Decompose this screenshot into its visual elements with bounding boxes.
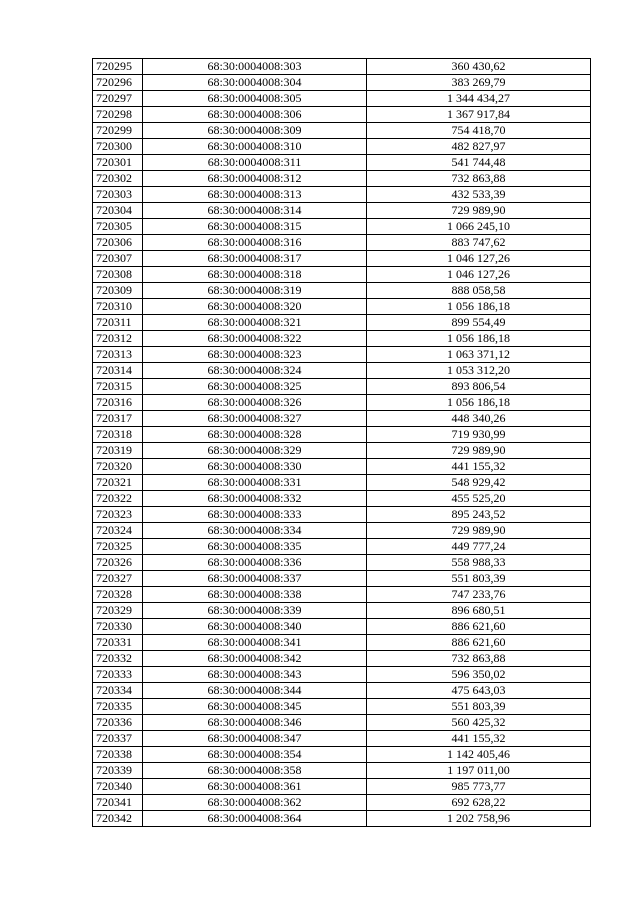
cadastral-value-cell: 888 058,58 bbox=[367, 283, 591, 299]
cadastral-number-cell: 68:30:0004008:343 bbox=[143, 667, 367, 683]
row-number-cell: 720329 bbox=[93, 603, 143, 619]
cadastral-number-cell: 68:30:0004008:362 bbox=[143, 795, 367, 811]
row-number-cell: 720314 bbox=[93, 363, 143, 379]
row-number-cell: 720311 bbox=[93, 315, 143, 331]
cadastral-value-cell: 1 367 917,84 bbox=[367, 107, 591, 123]
cadastral-value-cell: 1 046 127,26 bbox=[367, 251, 591, 267]
cadastral-number-cell: 68:30:0004008:317 bbox=[143, 251, 367, 267]
cadastral-number-cell: 68:30:0004008:339 bbox=[143, 603, 367, 619]
cadastral-value-cell: 1 063 371,12 bbox=[367, 347, 591, 363]
table-row bbox=[93, 347, 591, 363]
cadastral-number-cell: 68:30:0004008:323 bbox=[143, 347, 367, 363]
table-row bbox=[93, 763, 591, 779]
cadastral-number-cell: 68:30:0004008:337 bbox=[143, 571, 367, 587]
row-number-cell: 720297 bbox=[93, 91, 143, 107]
table-row bbox=[93, 91, 591, 107]
cadastral-value-cell: 441 155,32 bbox=[367, 731, 591, 747]
table-body bbox=[93, 59, 591, 827]
cadastral-value-cell: 548 929,42 bbox=[367, 475, 591, 491]
table-row bbox=[93, 603, 591, 619]
cadastral-value-table bbox=[92, 58, 591, 827]
cadastral-number-cell: 68:30:0004008:344 bbox=[143, 683, 367, 699]
cadastral-number-cell: 68:30:0004008:331 bbox=[143, 475, 367, 491]
cadastral-value-cell: 449 777,24 bbox=[367, 539, 591, 555]
row-number-cell: 720321 bbox=[93, 475, 143, 491]
cadastral-number-cell: 68:30:0004008:319 bbox=[143, 283, 367, 299]
cadastral-value-cell: 560 425,32 bbox=[367, 715, 591, 731]
row-number-cell: 720295 bbox=[93, 59, 143, 75]
table-row bbox=[93, 427, 591, 443]
row-number-cell: 720328 bbox=[93, 587, 143, 603]
table-row bbox=[93, 747, 591, 763]
row-number-cell: 720315 bbox=[93, 379, 143, 395]
cadastral-number-cell: 68:30:0004008:330 bbox=[143, 459, 367, 475]
cadastral-value-cell: 551 803,39 bbox=[367, 571, 591, 587]
table-row bbox=[93, 395, 591, 411]
table-row bbox=[93, 555, 591, 571]
table-row bbox=[93, 635, 591, 651]
row-number-cell: 720319 bbox=[93, 443, 143, 459]
cadastral-number-cell: 68:30:0004008:306 bbox=[143, 107, 367, 123]
cadastral-number-cell: 68:30:0004008:333 bbox=[143, 507, 367, 523]
cadastral-number-cell: 68:30:0004008:304 bbox=[143, 75, 367, 91]
cadastral-value-cell: 729 989,90 bbox=[367, 203, 591, 219]
row-number-cell: 720312 bbox=[93, 331, 143, 347]
cadastral-value-cell: 448 340,26 bbox=[367, 411, 591, 427]
row-number-cell: 720333 bbox=[93, 667, 143, 683]
row-number-cell: 720340 bbox=[93, 779, 143, 795]
table-row bbox=[93, 459, 591, 475]
row-number-cell: 720341 bbox=[93, 795, 143, 811]
table-row bbox=[93, 251, 591, 267]
cadastral-value-cell: 747 233,76 bbox=[367, 587, 591, 603]
table-row bbox=[93, 443, 591, 459]
row-number-cell: 720299 bbox=[93, 123, 143, 139]
cadastral-number-cell: 68:30:0004008:303 bbox=[143, 59, 367, 75]
cadastral-value-cell: 1 056 186,18 bbox=[367, 395, 591, 411]
row-number-cell: 720309 bbox=[93, 283, 143, 299]
cadastral-value-cell: 596 350,02 bbox=[367, 667, 591, 683]
row-number-cell: 720301 bbox=[93, 155, 143, 171]
cadastral-value-cell: 1 142 405,46 bbox=[367, 747, 591, 763]
cadastral-number-cell: 68:30:0004008:325 bbox=[143, 379, 367, 395]
cadastral-number-cell: 68:30:0004008:336 bbox=[143, 555, 367, 571]
row-number-cell: 720317 bbox=[93, 411, 143, 427]
row-number-cell: 720322 bbox=[93, 491, 143, 507]
cadastral-value-cell: 985 773,77 bbox=[367, 779, 591, 795]
table-row bbox=[93, 475, 591, 491]
cadastral-number-cell: 68:30:0004008:310 bbox=[143, 139, 367, 155]
cadastral-value-cell: 896 680,51 bbox=[367, 603, 591, 619]
cadastral-number-cell: 68:30:0004008:328 bbox=[143, 427, 367, 443]
cadastral-number-cell: 68:30:0004008:358 bbox=[143, 763, 367, 779]
table-row bbox=[93, 283, 591, 299]
cadastral-number-cell: 68:30:0004008:321 bbox=[143, 315, 367, 331]
cadastral-value-cell: 558 988,33 bbox=[367, 555, 591, 571]
cadastral-value-cell: 1 053 312,20 bbox=[367, 363, 591, 379]
row-number-cell: 720318 bbox=[93, 427, 143, 443]
row-number-cell: 720316 bbox=[93, 395, 143, 411]
cadastral-value-cell: 1 202 758,96 bbox=[367, 811, 591, 827]
cadastral-number-cell: 68:30:0004008:335 bbox=[143, 539, 367, 555]
table-row bbox=[93, 235, 591, 251]
row-number-cell: 720330 bbox=[93, 619, 143, 635]
row-number-cell: 720313 bbox=[93, 347, 143, 363]
row-number-cell: 720298 bbox=[93, 107, 143, 123]
row-number-cell: 720335 bbox=[93, 699, 143, 715]
cadastral-number-cell: 68:30:0004008:314 bbox=[143, 203, 367, 219]
cadastral-value-cell: 732 863,88 bbox=[367, 651, 591, 667]
cadastral-number-cell: 68:30:0004008:320 bbox=[143, 299, 367, 315]
cadastral-number-cell: 68:30:0004008:345 bbox=[143, 699, 367, 715]
row-number-cell: 720336 bbox=[93, 715, 143, 731]
table-row bbox=[93, 507, 591, 523]
cadastral-number-cell: 68:30:0004008:309 bbox=[143, 123, 367, 139]
table-row bbox=[93, 331, 591, 347]
cadastral-number-cell: 68:30:0004008:342 bbox=[143, 651, 367, 667]
row-number-cell: 720323 bbox=[93, 507, 143, 523]
table-row bbox=[93, 267, 591, 283]
cadastral-value-cell: 455 525,20 bbox=[367, 491, 591, 507]
table-row bbox=[93, 667, 591, 683]
cadastral-value-cell: 1 066 245,10 bbox=[367, 219, 591, 235]
cadastral-number-cell: 68:30:0004008:316 bbox=[143, 235, 367, 251]
cadastral-value-cell: 886 621,60 bbox=[367, 619, 591, 635]
table-row bbox=[93, 299, 591, 315]
row-number-cell: 720337 bbox=[93, 731, 143, 747]
cadastral-value-cell: 754 418,70 bbox=[367, 123, 591, 139]
table-row bbox=[93, 363, 591, 379]
cadastral-value-cell: 729 989,90 bbox=[367, 523, 591, 539]
row-number-cell: 720339 bbox=[93, 763, 143, 779]
cadastral-value-cell: 895 243,52 bbox=[367, 507, 591, 523]
row-number-cell: 720296 bbox=[93, 75, 143, 91]
row-number-cell: 720324 bbox=[93, 523, 143, 539]
cadastral-value-cell: 432 533,39 bbox=[367, 187, 591, 203]
table-row bbox=[93, 731, 591, 747]
cadastral-value-cell: 551 803,39 bbox=[367, 699, 591, 715]
cadastral-value-cell: 1 056 186,18 bbox=[367, 299, 591, 315]
table-row bbox=[93, 75, 591, 91]
table-row bbox=[93, 187, 591, 203]
table-row bbox=[93, 155, 591, 171]
row-number-cell: 720332 bbox=[93, 651, 143, 667]
cadastral-value-cell: 441 155,32 bbox=[367, 459, 591, 475]
cadastral-number-cell: 68:30:0004008:338 bbox=[143, 587, 367, 603]
table-row bbox=[93, 779, 591, 795]
cadastral-value-cell: 1 344 434,27 bbox=[367, 91, 591, 107]
cadastral-number-cell: 68:30:0004008:324 bbox=[143, 363, 367, 379]
cadastral-value-cell: 719 930,99 bbox=[367, 427, 591, 443]
table-row bbox=[93, 411, 591, 427]
table-row bbox=[93, 651, 591, 667]
cadastral-number-cell: 68:30:0004008:311 bbox=[143, 155, 367, 171]
cadastral-value-cell: 1 197 011,00 bbox=[367, 763, 591, 779]
cadastral-value-cell: 729 989,90 bbox=[367, 443, 591, 459]
row-number-cell: 720320 bbox=[93, 459, 143, 475]
cadastral-value-cell: 1 046 127,26 bbox=[367, 267, 591, 283]
cadastral-value-cell: 732 863,88 bbox=[367, 171, 591, 187]
table-row bbox=[93, 539, 591, 555]
cadastral-number-cell: 68:30:0004008:318 bbox=[143, 267, 367, 283]
cadastral-value-cell: 360 430,62 bbox=[367, 59, 591, 75]
table-row bbox=[93, 139, 591, 155]
table-row bbox=[93, 523, 591, 539]
cadastral-value-cell: 883 747,62 bbox=[367, 235, 591, 251]
table-row bbox=[93, 379, 591, 395]
table-row bbox=[93, 811, 591, 827]
cadastral-number-cell: 68:30:0004008:354 bbox=[143, 747, 367, 763]
cadastral-number-cell: 68:30:0004008:327 bbox=[143, 411, 367, 427]
cadastral-value-cell: 541 744,48 bbox=[367, 155, 591, 171]
table-row bbox=[93, 123, 591, 139]
row-number-cell: 720338 bbox=[93, 747, 143, 763]
row-number-cell: 720307 bbox=[93, 251, 143, 267]
table-row bbox=[93, 715, 591, 731]
table-row bbox=[93, 699, 591, 715]
row-number-cell: 720342 bbox=[93, 811, 143, 827]
cadastral-number-cell: 68:30:0004008:315 bbox=[143, 219, 367, 235]
row-number-cell: 720327 bbox=[93, 571, 143, 587]
table-row bbox=[93, 683, 591, 699]
table-row bbox=[93, 59, 591, 75]
row-number-cell: 720305 bbox=[93, 219, 143, 235]
cadastral-number-cell: 68:30:0004008:340 bbox=[143, 619, 367, 635]
row-number-cell: 720325 bbox=[93, 539, 143, 555]
row-number-cell: 720310 bbox=[93, 299, 143, 315]
cadastral-number-cell: 68:30:0004008:347 bbox=[143, 731, 367, 747]
cadastral-number-cell: 68:30:0004008:332 bbox=[143, 491, 367, 507]
cadastral-number-cell: 68:30:0004008:341 bbox=[143, 635, 367, 651]
table-row bbox=[93, 619, 591, 635]
table-row bbox=[93, 171, 591, 187]
row-number-cell: 720308 bbox=[93, 267, 143, 283]
cadastral-number-cell: 68:30:0004008:346 bbox=[143, 715, 367, 731]
table-row bbox=[93, 795, 591, 811]
row-number-cell: 720304 bbox=[93, 203, 143, 219]
row-number-cell: 720334 bbox=[93, 683, 143, 699]
table-row bbox=[93, 571, 591, 587]
cadastral-number-cell: 68:30:0004008:322 bbox=[143, 331, 367, 347]
cadastral-value-cell: 475 643,03 bbox=[367, 683, 591, 699]
cadastral-value-cell: 899 554,49 bbox=[367, 315, 591, 331]
cadastral-number-cell: 68:30:0004008:364 bbox=[143, 811, 367, 827]
cadastral-number-cell: 68:30:0004008:361 bbox=[143, 779, 367, 795]
table-row bbox=[93, 219, 591, 235]
row-number-cell: 720303 bbox=[93, 187, 143, 203]
cadastral-value-cell: 482 827,97 bbox=[367, 139, 591, 155]
table-row bbox=[93, 107, 591, 123]
row-number-cell: 720302 bbox=[93, 171, 143, 187]
cadastral-value-cell: 893 806,54 bbox=[367, 379, 591, 395]
cadastral-value-cell: 886 621,60 bbox=[367, 635, 591, 651]
cadastral-number-cell: 68:30:0004008:305 bbox=[143, 91, 367, 107]
cadastral-number-cell: 68:30:0004008:313 bbox=[143, 187, 367, 203]
table-row bbox=[93, 315, 591, 331]
cadastral-value-cell: 383 269,79 bbox=[367, 75, 591, 91]
table-row bbox=[93, 491, 591, 507]
table-row bbox=[93, 587, 591, 603]
cadastral-value-cell: 692 628,22 bbox=[367, 795, 591, 811]
cadastral-number-cell: 68:30:0004008:326 bbox=[143, 395, 367, 411]
row-number-cell: 720331 bbox=[93, 635, 143, 651]
cadastral-number-cell: 68:30:0004008:334 bbox=[143, 523, 367, 539]
row-number-cell: 720300 bbox=[93, 139, 143, 155]
table-row bbox=[93, 203, 591, 219]
cadastral-number-cell: 68:30:0004008:312 bbox=[143, 171, 367, 187]
cadastral-value-cell: 1 056 186,18 bbox=[367, 331, 591, 347]
row-number-cell: 720306 bbox=[93, 235, 143, 251]
row-number-cell: 720326 bbox=[93, 555, 143, 571]
cadastral-number-cell: 68:30:0004008:329 bbox=[143, 443, 367, 459]
